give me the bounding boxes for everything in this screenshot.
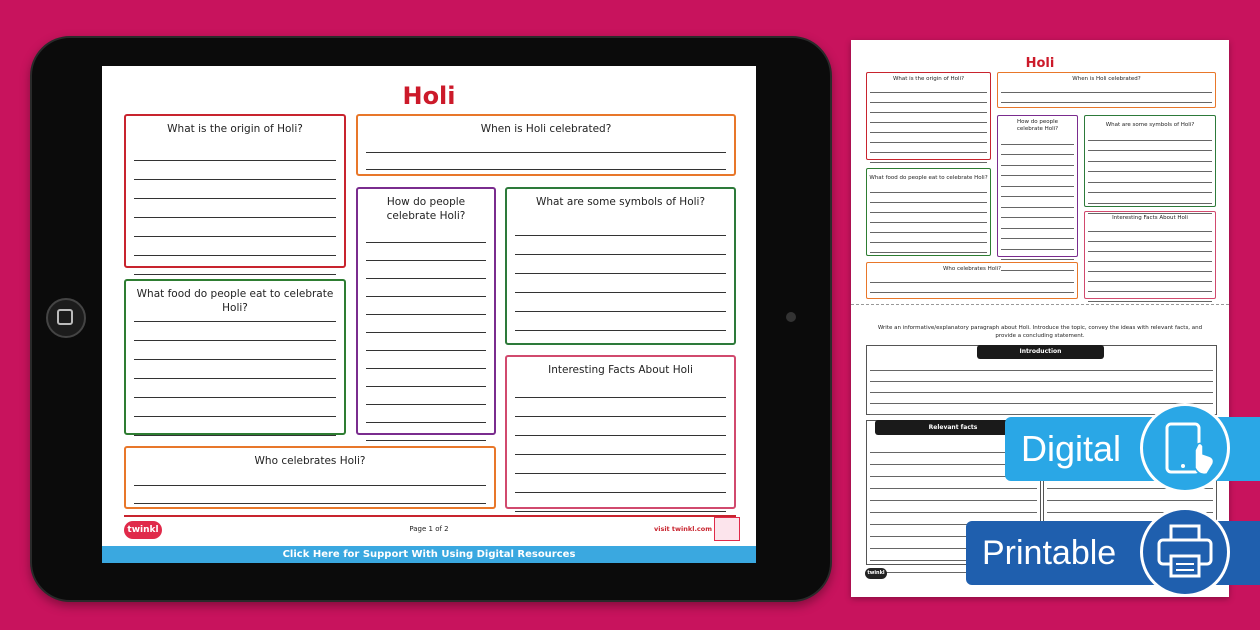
home-square-icon <box>57 309 73 325</box>
printer-icon <box>1140 507 1230 597</box>
who-question: Who celebrates Holi? <box>254 455 366 467</box>
quality-badge-icon <box>714 517 740 541</box>
digital-label: Digital <box>1021 428 1122 469</box>
printable-facts-box <box>1084 211 1216 299</box>
printable-when-question: When is Holi celebrated? <box>1072 76 1141 82</box>
introduction-label: Introduction <box>977 345 1104 359</box>
printable-when-box <box>997 72 1216 108</box>
printable-origin-question: What is the origin of Holi? <box>892 76 965 82</box>
printable-origin-box <box>866 72 991 160</box>
origin-box[interactable] <box>124 114 346 268</box>
printable-how-box <box>997 115 1078 257</box>
answer-lines <box>515 217 726 331</box>
answer-lines <box>134 303 336 436</box>
answer-lines <box>134 468 486 504</box>
support-link[interactable]: Click Here for Support With Using Digital Resources <box>102 546 756 563</box>
printable-who-box <box>866 262 1078 299</box>
page-number: Page 1 of 2 <box>409 525 449 533</box>
symbols-question: What are some symbols of Holi? <box>535 196 706 208</box>
facts-box[interactable] <box>505 355 736 509</box>
page-break <box>851 304 1229 305</box>
worksheet-screen <box>102 66 756 563</box>
printable-symbols-question: What are some symbols of Holi? <box>1105 122 1195 128</box>
how-question: How do people celebrate Holi? <box>386 196 466 222</box>
site-link[interactable]: visit twinkl.com <box>654 525 713 533</box>
food-question: What food do people eat to celebrate Holi? <box>136 288 334 314</box>
answer-lines <box>366 136 726 170</box>
answer-lines <box>134 142 336 275</box>
printable-twinkl-logo: twinkl <box>865 568 887 579</box>
worksheet-title: Holi <box>402 82 456 110</box>
printable-instructions: Write an informative/explanatory paragraph about Holi. Introduce the topic, convey the ideas with relevant facts, and provide a concluding statement. <box>877 325 1203 339</box>
printable-label: Printable <box>982 534 1117 572</box>
printable-how-question: How do people celebrate Holi? <box>1016 119 1059 132</box>
printable-facts-question: Interesting Facts About Holi <box>1112 215 1188 221</box>
relevant-facts-label: Relevant facts <box>875 420 1031 435</box>
printable-who-question: Who celebrates Holi? <box>942 266 1002 272</box>
footer-divider <box>124 515 736 517</box>
answer-lines <box>515 379 726 512</box>
origin-question: What is the origin of Holi? <box>167 123 303 135</box>
printable-food-question: What food do people eat to celebrate Holi? <box>869 175 988 181</box>
answer-lines <box>366 225 486 441</box>
food-box[interactable] <box>124 279 346 435</box>
printable-food-box <box>866 168 991 256</box>
camera-icon <box>786 312 796 322</box>
facts-question: Interesting Facts About Holi <box>548 364 693 376</box>
when-box[interactable] <box>356 114 736 176</box>
twinkl-logo: twinkl <box>124 521 162 539</box>
printable-symbols-box <box>1084 115 1216 207</box>
when-question: When is Holi celebrated? <box>480 123 612 135</box>
printable-title: Holi <box>1025 56 1055 71</box>
how-box[interactable] <box>356 187 496 435</box>
who-box[interactable] <box>124 446 496 509</box>
symbols-box[interactable] <box>505 187 736 345</box>
tablet-touch-icon <box>1140 403 1230 493</box>
